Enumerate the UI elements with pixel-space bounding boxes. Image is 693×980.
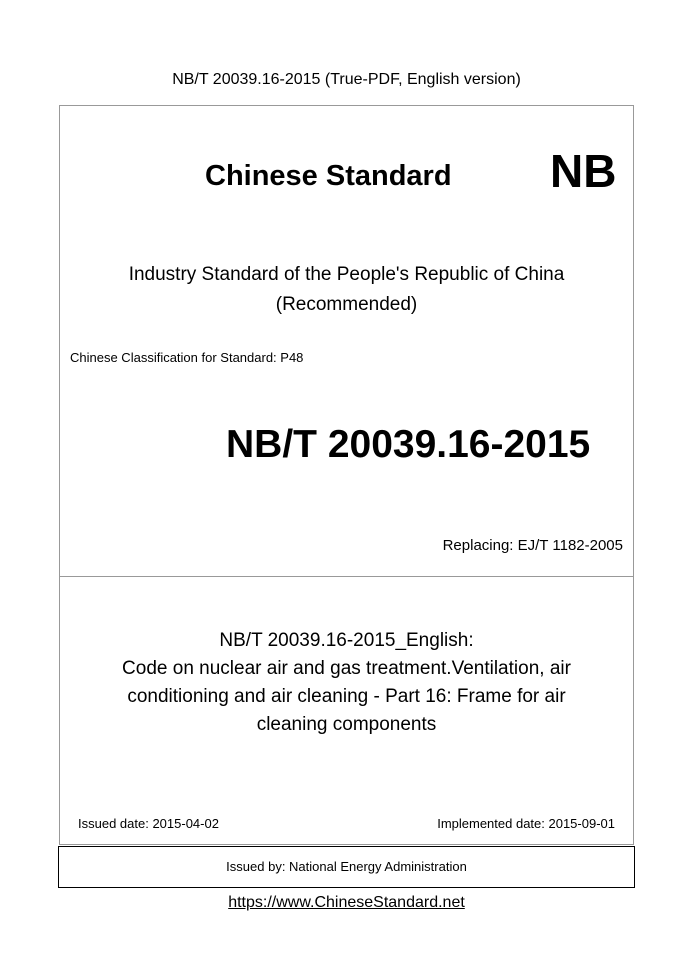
section-divider xyxy=(60,576,633,577)
issued-by-text: Issued by: National Energy Administration xyxy=(226,859,467,874)
recommended-line: (Recommended) xyxy=(275,294,418,315)
english-title xyxy=(60,627,633,739)
standard-number: NB/T 20039.16-2015 xyxy=(226,423,591,466)
issuer-box xyxy=(58,846,635,888)
english-title-line: NB/T 20039.16-2015_English: xyxy=(219,630,474,651)
classification-text: Chinese Classification for Standard: P48 xyxy=(70,350,304,365)
standard-badge: NB xyxy=(550,145,617,197)
implemented-date: Implemented date: 2015-09-01 xyxy=(437,816,615,831)
issued-date: Issued date: 2015-04-02 xyxy=(78,816,219,831)
industry-statement xyxy=(60,260,633,320)
replacing-text: Replacing: EJ/T 1182-2005 xyxy=(442,537,623,554)
english-title-line: cleaning components xyxy=(256,714,437,735)
cover-title: Chinese Standard xyxy=(205,160,452,192)
website-link[interactable]: https://www.ChineseStandard.net xyxy=(228,894,465,911)
industry-line: Industry Standard of the People's Republic of China xyxy=(128,264,565,285)
english-title-line: conditioning and air cleaning - Part 16: Frame for air xyxy=(127,686,566,707)
page-header: NB/T 20039.16-2015 (True-PDF, English version) xyxy=(172,71,521,88)
cover-frame xyxy=(59,105,634,845)
english-title-line: Code on nuclear air and gas treatment.Ventilation, air xyxy=(122,658,571,679)
